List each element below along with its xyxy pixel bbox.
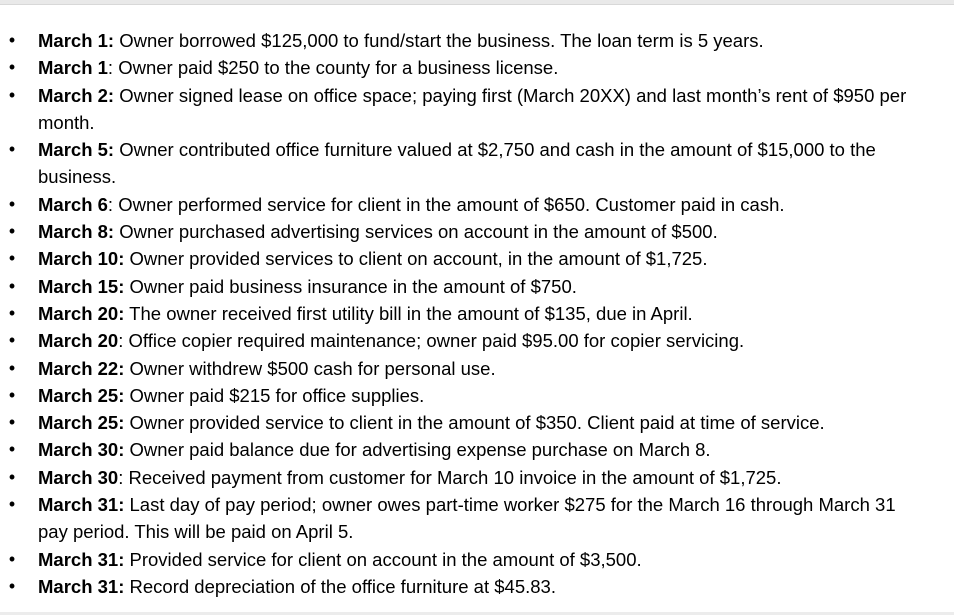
entry-text: Owner provided services to client on account, in the amount of $1,725. [124,248,708,270]
bullet-icon: • [8,548,16,569]
entry-date: March 1 [38,57,108,79]
bullet-icon: • [8,330,16,351]
entry-date: March 5: [38,139,115,161]
entry-date: March 20 [38,330,119,352]
entry-text: : Owner performed service for client in the amount of $650. Customer paid in cash. [107,193,785,215]
entry-text: Owner contributed office furniture valued at $2,750 and cash in the amount of $15,000 to the business. [38,139,876,188]
bullet-icon: • [8,275,16,296]
entry-date: March 31: [38,548,125,570]
entry-text: The owner received first utility bill in the amount of $135, due in April. [124,302,693,324]
bullet-icon: • [8,193,16,214]
transaction-list [0,27,954,600]
entry-date: March 6 [38,193,108,215]
list-item [0,327,954,354]
list-item [0,82,954,137]
bullet-icon: • [8,575,16,596]
list-item [0,355,954,382]
list-item [0,218,954,245]
entry-date: March 10: [38,248,125,270]
entry-text: : Owner paid $250 to the county for a business license. [107,57,559,79]
entry-date: March 8: [38,221,115,243]
list-item [0,245,954,272]
bullet-icon: • [8,466,16,487]
entry-date: March 30 [38,466,119,488]
list-item [0,300,954,327]
list-item [0,27,954,54]
entry-text: Owner paid balance due for advertising expense purchase on March 8. [124,439,711,461]
bullet-icon: • [8,384,16,405]
list-item [0,436,954,463]
top-divider [0,0,954,5]
entry-date: March 31: [38,575,125,597]
list-item [0,382,954,409]
bullet-icon: • [8,357,16,378]
entry-text: : Received payment from customer for March 10 invoice in the amount of $1,725. [118,466,782,488]
list-item [0,464,954,491]
entry-text: Owner withdrew $500 cash for personal use. [124,357,496,379]
entry-date: March 25: [38,384,125,406]
entry-text: Owner provided service to client in the amount of $350. Client paid at time of service. [124,412,825,434]
bullet-icon: • [8,302,16,323]
bullet-icon: • [8,221,16,242]
entry-date: March 22: [38,357,125,379]
entry-date: March 15: [38,275,125,297]
list-item [0,136,954,191]
list-item [0,573,954,600]
list-item [0,191,954,218]
entry-text: Owner purchased advertising services on account in the amount of $500. [114,221,718,243]
list-item [0,54,954,81]
list-item [0,409,954,436]
entry-date: March 31: [38,494,125,516]
bullet-icon: • [8,248,16,269]
entry-text: Owner borrowed $125,000 to fund/start the business. The loan term is 5 years. [114,30,764,51]
entry-date: March 30: [38,439,125,461]
bullet-icon: • [8,139,16,160]
entry-text: Owner signed lease on office space; paying first (March 20XX) and last month’s rent of $950 per month. [38,84,907,133]
bullet-icon: • [8,84,16,105]
entry-date: March 2: [38,84,115,106]
entry-text: Owner paid business insurance in the amount of $750. [124,275,577,297]
entry-date: March 1: [38,30,115,51]
entry-text: : Office copier required maintenance; owner paid $95.00 for copier servicing. [118,330,745,352]
bullet-icon: • [8,412,16,433]
entry-text: Last day of pay period; owner owes part-time worker $275 for the March 16 through March 31 pay period. This will be paid on April 5. [38,494,896,543]
entry-text: Provided service for client on account in the amount of $3,500. [124,548,642,570]
bullet-icon: • [8,30,16,50]
bullet-icon: • [8,494,16,515]
entry-date: March 25: [38,412,125,434]
list-item [0,546,954,573]
bullet-icon: • [8,439,16,460]
entry-date: March 20: [38,302,125,324]
list-item [0,491,954,546]
bullet-icon: • [8,57,16,78]
list-item [0,273,954,300]
entry-text: Owner paid $215 for office supplies. [124,384,425,406]
entry-text: Record depreciation of the office furniture at $45.83. [124,575,556,597]
